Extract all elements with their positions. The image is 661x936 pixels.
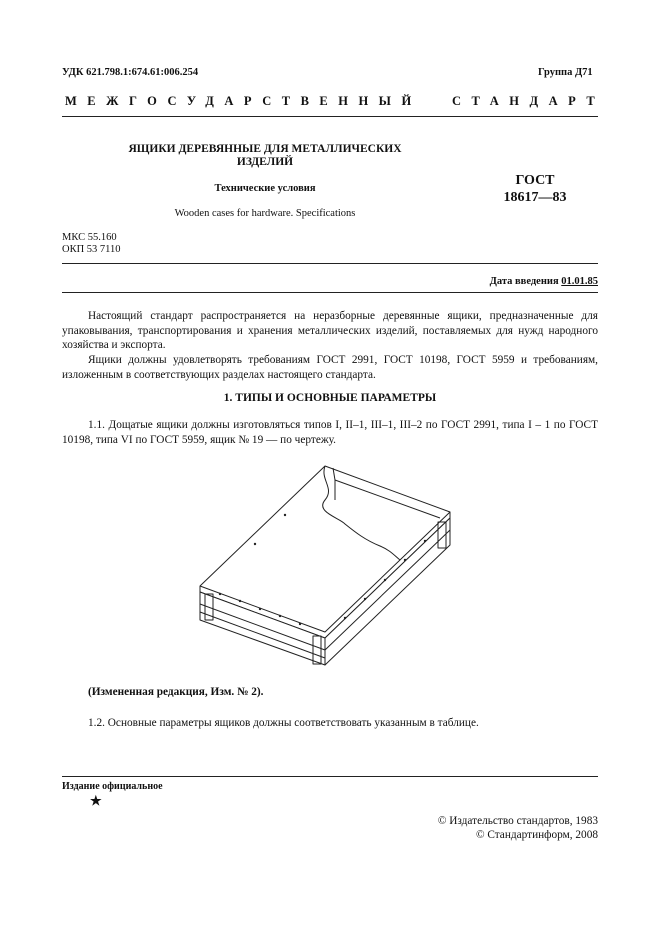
- intro-date-value: 01.01.85: [561, 276, 598, 287]
- intro-date-label: Дата введения: [489, 276, 559, 287]
- title-rule: [62, 263, 598, 264]
- wooden-box-drawing: [195, 460, 465, 670]
- gost-designation: [480, 172, 590, 206]
- edition-note: Издание официальное: [62, 781, 163, 792]
- copyright-2008: © Стандартинформ, 2008: [475, 829, 598, 841]
- mks-code: МКС 55.160: [62, 232, 117, 243]
- paragraph-1-1: 1.1. Дощатые ящики должны изготовляться типов I, II–1, III–1, III–2 по ГОСТ 2991, типа I – 1 по ГОСТ 10198, типа VI по ГОСТ 5959, ящик № 19 — по чертежу.: [62, 419, 598, 446]
- copyright-block: [438, 814, 598, 842]
- revision-note: (Измененная редакция, Изм. № 2).: [88, 686, 264, 698]
- paragraph-scope: Настоящий стандарт распространяется на неразборные деревянные ящики, предназначенные для упаковывания, транспортирования и хранения металлических изделий, поставляемых для нужд народного хозяйства и экспорта.: [62, 310, 598, 351]
- group-code: Группа Д71: [538, 67, 593, 78]
- date-rule: [62, 292, 598, 293]
- title-line-1: ЯЩИКИ ДЕРЕВЯННЫЕ ДЛЯ МЕТАЛЛИЧЕСКИХ: [128, 143, 402, 155]
- gost-number: 18617—83: [503, 190, 567, 205]
- udk-code: УДК 621.798.1:674.61:006.254: [62, 67, 199, 78]
- okp-code: ОКП 53 7110: [62, 244, 121, 255]
- document-title: [70, 143, 460, 169]
- paragraph-requirements: Ящики должны удовлетворять требованиям ГОСТ 2991, ГОСТ 10198, ГОСТ 5959 и требованиям, изложенным в соответствующих разделах настоящего стандарта.: [62, 354, 598, 381]
- title-line-2: ИЗДЕЛИЙ: [236, 156, 294, 168]
- copyright-1983: © Издательство стандартов, 1983: [437, 815, 598, 827]
- header-rule: [62, 116, 598, 117]
- subtitle: Технические условия: [214, 183, 316, 194]
- english-title: Wooden cases for hardware. Specifications: [174, 208, 356, 219]
- intro-date: [490, 276, 598, 287]
- footer-rule: [62, 776, 598, 777]
- section-1-heading: 1. ТИПЫ И ОСНОВНЫЕ ПАРАМЕТРЫ: [223, 392, 437, 404]
- banner-interstate: МЕЖГОСУДАРСТВЕННЫЙ: [65, 94, 422, 108]
- star-mark: ★: [90, 793, 102, 808]
- paragraph-1-2: 1.2. Основные параметры ящиков должны соответствовать указанным в таблице.: [88, 717, 479, 729]
- classification-codes: [62, 232, 121, 256]
- banner-standard: СТАНДАРТ: [452, 94, 606, 108]
- gost-label: ГОСТ: [515, 173, 555, 188]
